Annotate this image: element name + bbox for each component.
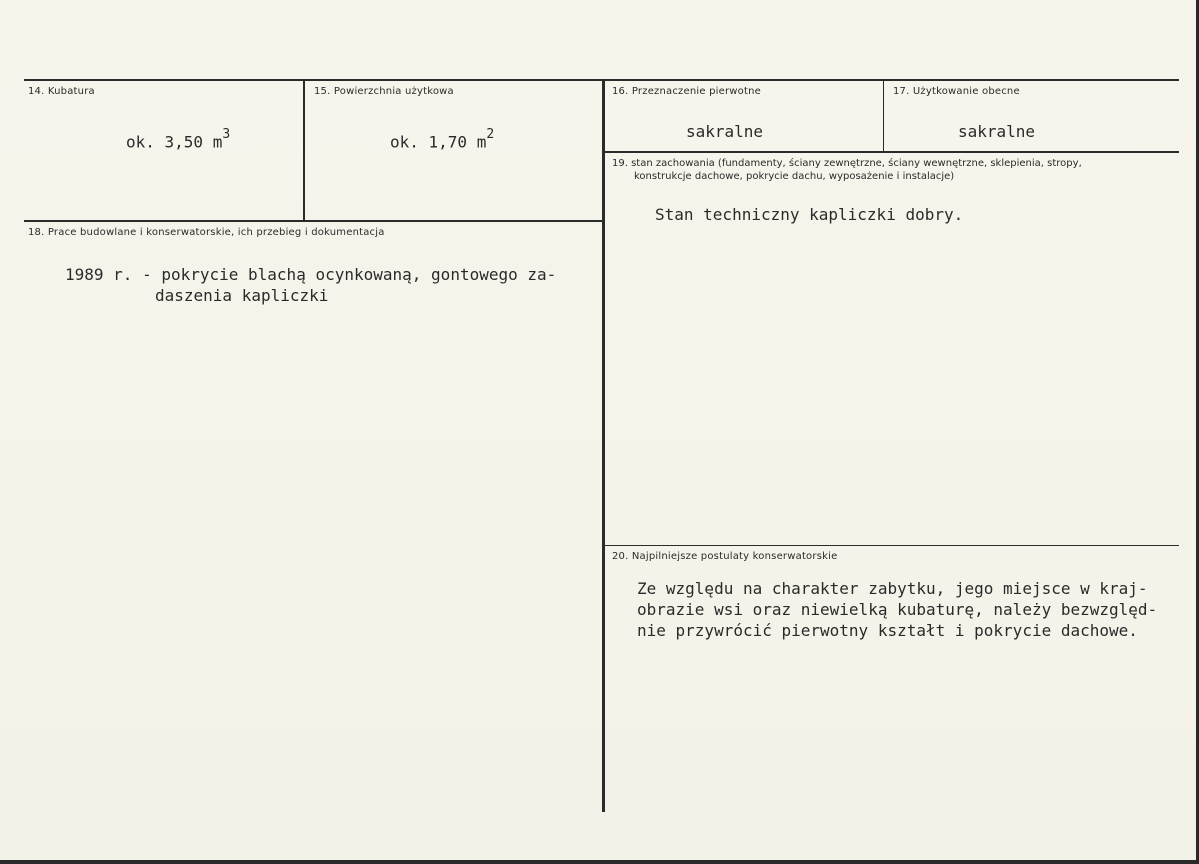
label-stan-zachowania	[612, 157, 1172, 183]
scan-edge-bottom	[0, 860, 1199, 864]
label-prace: 18. Prace budowlane i konserwatorskie, ich przebieg i dokumentacja	[28, 227, 385, 238]
label-uzytkowanie: 17. Użytkowanie obecne	[893, 86, 1020, 97]
label-postulaty: 20. Najpilniejsze postulaty konserwatorskie	[612, 551, 838, 562]
value-postulaty	[637, 578, 1157, 641]
value-postulaty-line1: Ze względu na charakter zabytku, jego miejsce w kraj-	[637, 579, 1148, 598]
value-powierzchnia	[390, 127, 495, 152]
main-vertical-divider	[602, 80, 605, 812]
divider-14-15	[303, 80, 305, 220]
divider-16-17	[883, 80, 884, 152]
value-uzytkowanie: sakralne	[958, 122, 1036, 141]
value-kubatura	[126, 127, 231, 152]
label-stan-line2: konstrukcje dachowe, pokrycie dachu, wyposażenie i instalacje)	[634, 171, 955, 182]
value-stan-zachowania: Stan techniczny kapliczki dobry.	[655, 205, 964, 224]
value-prace	[65, 264, 556, 306]
value-przeznaczenie: sakralne	[686, 122, 764, 141]
rule-above-18	[24, 220, 604, 222]
value-postulaty-line2: obrazie wsi oraz niewielką kubaturę, należy bezwzględ-	[637, 600, 1158, 619]
label-przeznaczenie: 16. Przeznaczenie pierwotne	[612, 86, 762, 97]
value-powierzchnia-text: ok. 1,70 m	[390, 132, 487, 152]
value-kubatura-exponent: 3	[222, 127, 231, 142]
label-powierzchnia: 15. Powierzchnia użytkowa	[314, 86, 454, 97]
rule-above-20	[604, 545, 1179, 546]
value-postulaty-line3: nie przywrócić pierwotny kształt i pokrycie dachowe.	[637, 621, 1138, 640]
label-stan-line1: 19. stan zachowania (fundamenty, ściany zewnętrzne, ściany wewnętrzne, sklepienia, stropy,	[612, 158, 1082, 169]
rule-above-19	[604, 151, 1179, 153]
label-kubatura: 14. Kubatura	[28, 86, 95, 97]
value-powierzchnia-exponent: 2	[486, 127, 495, 142]
value-prace-line1: 1989 r. - pokrycie blachą ocynkowaną, gontowego za-	[65, 265, 557, 284]
value-kubatura-text: ok. 3,50 m	[126, 132, 223, 152]
value-prace-line2: daszenia kapliczki	[155, 286, 329, 305]
